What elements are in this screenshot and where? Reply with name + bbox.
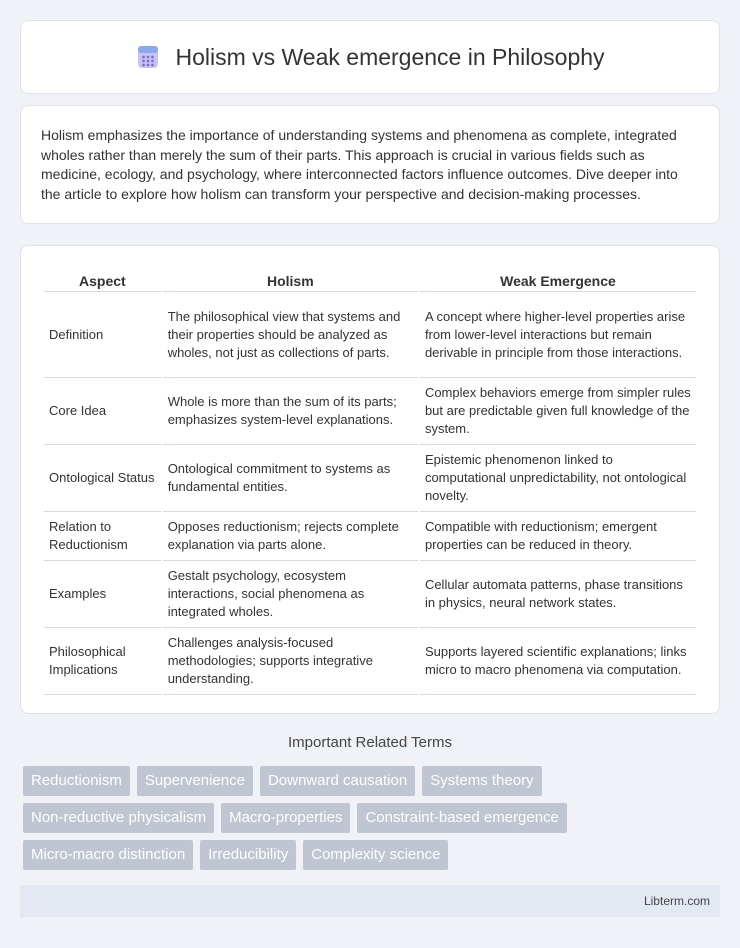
term-tag-non-reductive-physicalism[interactable]: Non-reductive physicalism bbox=[23, 803, 214, 833]
aspect-cell: Definition bbox=[44, 292, 161, 378]
term-tag-complexity-science[interactable]: Complexity science bbox=[303, 840, 448, 870]
holism-cell: The philosophical view that systems and their properties should be analyzed as wholes, not just as collections of parts. bbox=[163, 292, 418, 378]
weak-emergence-cell: Complex behaviors emerge from simpler rules but are predictable given full knowledge of the system. bbox=[420, 378, 696, 445]
table-row bbox=[44, 628, 696, 695]
holism-cell: Gestalt psychology, ecosystem interactions, social phenomena as integrated wholes. bbox=[163, 561, 418, 628]
table-row bbox=[44, 512, 696, 561]
holism-cell: Opposes reductionism; rejects complete explanation via parts alone. bbox=[163, 512, 418, 561]
term-tag-micro-macro-distinction[interactable]: Micro-macro distinction bbox=[23, 840, 193, 870]
table-row bbox=[44, 378, 696, 445]
intro-paragraph: Holism emphasizes the importance of understanding systems and phenomena as complete, integrated wholes rather than merely the sum of their parts. This approach is crucial in various fields such as medicine, ecology, and psychology, where interconnected factors influence outcomes. Dive deeper into the article to explore how holism can transform your perspective and decision-making processes. bbox=[41, 127, 678, 202]
intro-card bbox=[20, 105, 720, 224]
table-row bbox=[44, 561, 696, 628]
holism-cell: Challenges analysis-focused methodologies; supports integrative understanding. bbox=[163, 628, 418, 695]
holism-cell: Ontological commitment to systems as fundamental entities. bbox=[163, 445, 418, 512]
term-tag-irreducibility[interactable]: Irreducibility bbox=[200, 840, 296, 870]
table-row bbox=[44, 445, 696, 512]
weak-emergence-cell: A concept where higher-level properties arise from lower-level interactions but remain derivable in principle from those interactions. bbox=[420, 292, 696, 378]
header-holism: Holism bbox=[163, 266, 418, 292]
term-tag-constraint-based-emergence[interactable]: Constraint-based emergence bbox=[357, 803, 566, 833]
footer bbox=[20, 885, 720, 917]
weak-emergence-cell: Compatible with reductionism; emergent properties can be reduced in theory. bbox=[420, 512, 696, 561]
page-title: Holism vs Weak emergence in Philosophy bbox=[175, 43, 605, 70]
calculator-icon bbox=[135, 44, 161, 70]
table-header-row bbox=[44, 266, 696, 292]
aspect-cell: Core Idea bbox=[44, 378, 161, 445]
related-terms-title: Important Related Terms bbox=[288, 734, 452, 751]
header-aspect: Aspect bbox=[44, 266, 161, 292]
term-tag-supervenience[interactable]: Supervenience bbox=[137, 766, 253, 796]
table-row bbox=[44, 292, 696, 378]
related-terms-list bbox=[23, 766, 723, 870]
weak-emergence-cell: Epistemic phenomenon linked to computational unpredictability, not ontological novelty. bbox=[420, 445, 696, 512]
term-tag-downward-causation[interactable]: Downward causation bbox=[260, 766, 415, 796]
aspect-cell: Philosophical Implications bbox=[44, 628, 161, 695]
aspect-cell: Relation to Reductionism bbox=[44, 512, 161, 561]
weak-emergence-cell: Cellular automata patterns, phase transitions in physics, neural network states. bbox=[420, 561, 696, 628]
comparison-table-card bbox=[20, 245, 720, 714]
term-tag-systems-theory[interactable]: Systems theory bbox=[422, 766, 541, 796]
weak-emergence-cell: Supports layered scientific explanations; links micro to macro phenomena via computation. bbox=[420, 628, 696, 695]
holism-cell: Whole is more than the sum of its parts; emphasizes system-level explanations. bbox=[163, 378, 418, 445]
footer-site-link[interactable]: Libterm.com bbox=[643, 894, 710, 908]
term-tag-macro-properties[interactable]: Macro-properties bbox=[221, 803, 350, 833]
aspect-cell: Examples bbox=[44, 561, 161, 628]
header-card bbox=[20, 20, 720, 94]
aspect-cell: Ontological Status bbox=[44, 445, 161, 512]
comparison-table bbox=[42, 266, 698, 695]
header-weak-emergence: Weak Emergence bbox=[420, 266, 696, 292]
term-tag-reductionism[interactable]: Reductionism bbox=[23, 766, 130, 796]
